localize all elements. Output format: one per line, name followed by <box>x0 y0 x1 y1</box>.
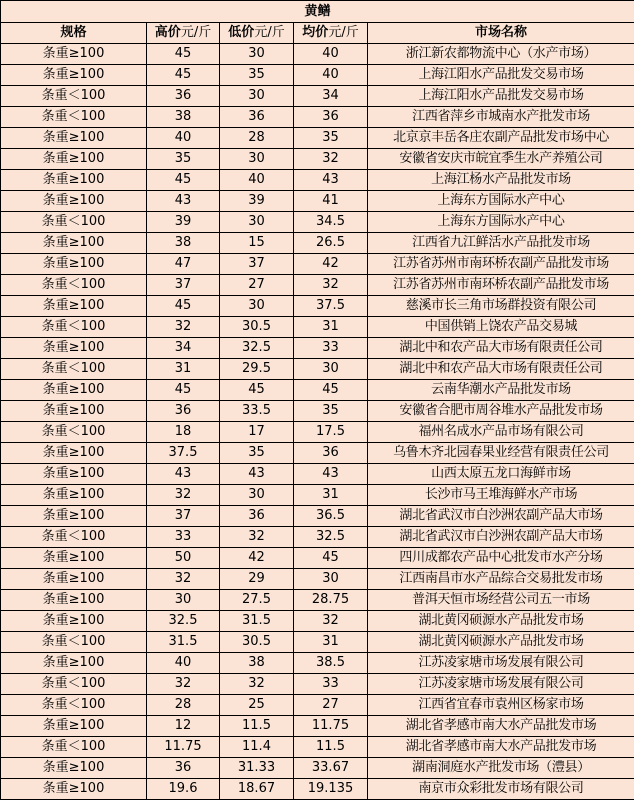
cell-avg: 45 <box>294 380 368 401</box>
cell-high: 34 <box>147 338 220 359</box>
cell-market: 江西省萍乡市城南水产批发市场 <box>368 107 634 128</box>
cell-high: 32 <box>147 569 220 590</box>
cell-avg: 32 <box>294 611 368 632</box>
cell-market: 江苏省苏州市南环桥农副产品批发市场 <box>368 275 634 296</box>
cell-market: 湖北中和农产品大市场有限责任公司 <box>368 338 634 359</box>
cell-avg: 41 <box>294 191 368 212</box>
header-unit: 元/斤 <box>254 25 284 40</box>
cell-avg: 32.5 <box>294 527 368 548</box>
cell-high: 32 <box>147 317 220 338</box>
cell-market: 安徽省安庆市皖宜季生水产养殖公司 <box>368 149 634 170</box>
table-row <box>1 107 634 128</box>
cell-spec: 条重≥100 <box>1 149 147 170</box>
cell-market: 乌鲁木齐北园春果业经营有限责任公司 <box>368 443 634 464</box>
cell-spec: 条重≥100 <box>1 485 147 506</box>
table-row <box>1 86 634 107</box>
cell-spec: 条重＜100 <box>1 359 147 380</box>
table-row <box>1 65 634 86</box>
cell-high: 32.5 <box>147 611 220 632</box>
cell-spec: 条重＜100 <box>1 107 147 128</box>
table-row <box>1 296 634 317</box>
cell-low: 30.5 <box>220 632 294 653</box>
cell-market: 湖北黄冈硕源水产品批发市场 <box>368 632 634 653</box>
cell-high: 45 <box>147 380 220 401</box>
cell-spec: 条重≥100 <box>1 401 147 422</box>
cell-market: 浙江新农都物流中心（水产市场） <box>368 44 634 65</box>
cell-low: 30 <box>220 212 294 233</box>
cell-low: 28 <box>220 128 294 149</box>
cell-high: 39 <box>147 212 220 233</box>
cell-market: 湖南洞庭水产批发市场（澧县） <box>368 758 634 779</box>
cell-spec: 条重＜100 <box>1 422 147 443</box>
cell-avg: 36.5 <box>294 506 368 527</box>
cell-low: 30.5 <box>220 317 294 338</box>
cell-avg: 27 <box>294 695 368 716</box>
cell-high: 36 <box>147 86 220 107</box>
cell-avg: 40 <box>294 65 368 86</box>
table-title: 黄鳝 <box>1 1 634 23</box>
cell-spec: 条重≥100 <box>1 254 147 275</box>
cell-avg: 33.67 <box>294 758 368 779</box>
cell-low: 17 <box>220 422 294 443</box>
cell-market: 云南华潮水产品批发市场 <box>368 380 634 401</box>
cell-low: 43 <box>220 464 294 485</box>
header-spec: 规格 <box>1 23 147 44</box>
cell-market: 山西太原五龙口海鲜市场 <box>368 464 634 485</box>
table-row <box>1 317 634 338</box>
table-row <box>1 779 634 800</box>
header-low-label: 低价 <box>228 25 254 40</box>
table-row <box>1 254 634 275</box>
cell-market: 慈溪市长三角市场群投资有限公司 <box>368 296 634 317</box>
cell-market: 上海江阳水产品批发交易市场 <box>368 86 634 107</box>
cell-market: 中国供销上饶农产品交易城 <box>368 317 634 338</box>
cell-spec: 条重≥100 <box>1 65 147 86</box>
cell-spec: 条重≥100 <box>1 233 147 254</box>
cell-low: 30 <box>220 149 294 170</box>
cell-avg: 19.135 <box>294 779 368 800</box>
header-market: 市场名称 <box>368 23 634 44</box>
cell-low: 29.5 <box>220 359 294 380</box>
cell-low: 35 <box>220 65 294 86</box>
cell-low: 42 <box>220 548 294 569</box>
cell-market: 江苏省苏州市南环桥农副产品批发市场 <box>368 254 634 275</box>
cell-high: 19.6 <box>147 779 220 800</box>
table-row <box>1 653 634 674</box>
cell-avg: 43 <box>294 464 368 485</box>
cell-spec: 条重≥100 <box>1 611 147 632</box>
cell-market: 长沙市马王堆海鲜水产市场 <box>368 485 634 506</box>
cell-low: 29 <box>220 569 294 590</box>
table-row <box>1 464 634 485</box>
cell-high: 33 <box>147 527 220 548</box>
cell-high: 32 <box>147 674 220 695</box>
table-body <box>1 1 634 800</box>
cell-market: 安徽省合肥市周谷堆水产品批发市场 <box>368 401 634 422</box>
cell-spec: 条重＜100 <box>1 86 147 107</box>
cell-low: 27.5 <box>220 590 294 611</box>
cell-spec: 条重≥100 <box>1 548 147 569</box>
cell-market: 福州名成水产品市场有限公司 <box>368 422 634 443</box>
cell-avg: 38.5 <box>294 653 368 674</box>
cell-avg: 31 <box>294 317 368 338</box>
cell-market: 江西省九江鲜活水产品批发市场 <box>368 233 634 254</box>
table-row <box>1 275 634 296</box>
header-avg-label: 均价 <box>302 25 328 40</box>
cell-avg: 33 <box>294 338 368 359</box>
table-row <box>1 359 634 380</box>
header-low <box>220 23 294 44</box>
cell-high: 37 <box>147 275 220 296</box>
cell-market: 湖北黄冈硕源水产品批发市场 <box>368 611 634 632</box>
cell-low: 31.33 <box>220 758 294 779</box>
cell-spec: 条重＜100 <box>1 275 147 296</box>
cell-spec: 条重＜100 <box>1 317 147 338</box>
table-row <box>1 737 634 758</box>
table-row <box>1 716 634 737</box>
table-row <box>1 569 634 590</box>
cell-high: 36 <box>147 758 220 779</box>
cell-spec: 条重＜100 <box>1 632 147 653</box>
cell-low: 36 <box>220 506 294 527</box>
table-row <box>1 527 634 548</box>
cell-avg: 31 <box>294 632 368 653</box>
cell-market: 上海江杨水产品批发市场 <box>368 170 634 191</box>
table-row <box>1 485 634 506</box>
cell-market: 普洱天恒市场经营公司五一市场 <box>368 590 634 611</box>
cell-low: 31.5 <box>220 611 294 632</box>
cell-market: 江西省宜春市袁州区杨家市场 <box>368 695 634 716</box>
cell-high: 47 <box>147 254 220 275</box>
cell-spec: 条重≥100 <box>1 506 147 527</box>
cell-spec: 条重＜100 <box>1 212 147 233</box>
cell-low: 30 <box>220 86 294 107</box>
cell-market: 湖北省武汉市白沙洲农副产品大市场 <box>368 506 634 527</box>
cell-high: 11.75 <box>147 737 220 758</box>
table-row <box>1 191 634 212</box>
cell-avg: 35 <box>294 401 368 422</box>
cell-avg: 45 <box>294 548 368 569</box>
cell-spec: 条重≥100 <box>1 380 147 401</box>
cell-market: 江苏凌家塘市场发展有限公司 <box>368 653 634 674</box>
header-unit: 元/斤 <box>181 25 211 40</box>
cell-spec: 条重＜100 <box>1 674 147 695</box>
cell-avg: 30 <box>294 359 368 380</box>
cell-low: 35 <box>220 443 294 464</box>
cell-avg: 33 <box>294 674 368 695</box>
cell-market: 南京市众彩批发市场有限公司 <box>368 779 634 800</box>
cell-low: 18.67 <box>220 779 294 800</box>
cell-spec: 条重≥100 <box>1 296 147 317</box>
cell-spec: 条重≥100 <box>1 653 147 674</box>
cell-low: 40 <box>220 170 294 191</box>
cell-market: 北京京丰岳各庄农副产品批发市场中心 <box>368 128 634 149</box>
cell-high: 12 <box>147 716 220 737</box>
cell-high: 35 <box>147 149 220 170</box>
table-row <box>1 590 634 611</box>
cell-high: 31.5 <box>147 632 220 653</box>
cell-low: 32 <box>220 527 294 548</box>
cell-market: 江西南昌市水产品综合交易批发市场 <box>368 569 634 590</box>
cell-high: 38 <box>147 107 220 128</box>
table-row <box>1 695 634 716</box>
cell-avg: 34.5 <box>294 212 368 233</box>
cell-spec: 条重≥100 <box>1 338 147 359</box>
cell-low: 32 <box>220 674 294 695</box>
cell-high: 38 <box>147 233 220 254</box>
cell-high: 28 <box>147 695 220 716</box>
cell-high: 43 <box>147 464 220 485</box>
cell-spec: 条重≥100 <box>1 44 147 65</box>
table-row <box>1 758 634 779</box>
table-row <box>1 422 634 443</box>
cell-spec: 条重≥100 <box>1 128 147 149</box>
cell-spec: 条重≥100 <box>1 170 147 191</box>
cell-spec: 条重≥100 <box>1 464 147 485</box>
cell-avg: 17.5 <box>294 422 368 443</box>
cell-market: 湖北省孝感市南大水产品批发市场 <box>368 737 634 758</box>
table-row <box>1 443 634 464</box>
cell-high: 32 <box>147 485 220 506</box>
cell-high: 45 <box>147 65 220 86</box>
table-row <box>1 170 634 191</box>
cell-high: 45 <box>147 296 220 317</box>
cell-high: 36 <box>147 401 220 422</box>
cell-avg: 32 <box>294 149 368 170</box>
cell-avg: 28.75 <box>294 590 368 611</box>
cell-market: 湖北省孝感市南大水产品批发市场 <box>368 716 634 737</box>
header-high-label: 高价 <box>155 25 181 40</box>
cell-spec: 条重≥100 <box>1 590 147 611</box>
cell-high: 37 <box>147 506 220 527</box>
table-row <box>1 632 634 653</box>
cell-spec: 条重≥100 <box>1 779 147 800</box>
cell-low: 11.4 <box>220 737 294 758</box>
cell-market: 上海东方国际水产中心 <box>368 191 634 212</box>
cell-high: 43 <box>147 191 220 212</box>
cell-low: 30 <box>220 485 294 506</box>
cell-high: 37.5 <box>147 443 220 464</box>
cell-avg: 35 <box>294 128 368 149</box>
cell-avg: 34 <box>294 86 368 107</box>
table-row <box>1 674 634 695</box>
header-unit: 元/斤 <box>328 25 358 40</box>
table-row <box>1 44 634 65</box>
cell-avg: 11.5 <box>294 737 368 758</box>
table-row <box>1 401 634 422</box>
cell-high: 30 <box>147 590 220 611</box>
cell-avg: 36 <box>294 107 368 128</box>
cell-spec: 条重≥100 <box>1 758 147 779</box>
cell-low: 30 <box>220 44 294 65</box>
cell-low: 36 <box>220 107 294 128</box>
cell-avg: 11.75 <box>294 716 368 737</box>
cell-low: 15 <box>220 233 294 254</box>
cell-avg: 31 <box>294 485 368 506</box>
cell-avg: 37.5 <box>294 296 368 317</box>
cell-spec: 条重＜100 <box>1 527 147 548</box>
cell-spec: 条重≥100 <box>1 191 147 212</box>
cell-spec: 条重≥100 <box>1 716 147 737</box>
cell-high: 45 <box>147 170 220 191</box>
cell-high: 31 <box>147 359 220 380</box>
cell-avg: 42 <box>294 254 368 275</box>
cell-avg: 43 <box>294 170 368 191</box>
table-row <box>1 233 634 254</box>
table-row <box>1 128 634 149</box>
cell-market: 江苏凌家塘市场发展有限公司 <box>368 674 634 695</box>
cell-high: 18 <box>147 422 220 443</box>
cell-high: 40 <box>147 653 220 674</box>
cell-high: 45 <box>147 44 220 65</box>
header-avg <box>294 23 368 44</box>
cell-market: 四川成都农产品中心批发市水产分场 <box>368 548 634 569</box>
cell-avg: 30 <box>294 569 368 590</box>
title-row <box>1 1 634 23</box>
cell-spec: 条重≥100 <box>1 443 147 464</box>
cell-low: 32.5 <box>220 338 294 359</box>
cell-low: 38 <box>220 653 294 674</box>
table-row <box>1 611 634 632</box>
cell-market: 上海江阳水产品批发交易市场 <box>368 65 634 86</box>
cell-market: 湖北中和农产品大市场有限责任公司 <box>368 359 634 380</box>
cell-avg: 40 <box>294 44 368 65</box>
cell-market: 上海东方国际水产中心 <box>368 212 634 233</box>
table-row <box>1 548 634 569</box>
cell-high: 40 <box>147 128 220 149</box>
cell-avg: 32 <box>294 275 368 296</box>
cell-low: 45 <box>220 380 294 401</box>
table-row <box>1 149 634 170</box>
cell-low: 11.5 <box>220 716 294 737</box>
cell-high: 50 <box>147 548 220 569</box>
cell-low: 27 <box>220 275 294 296</box>
cell-avg: 26.5 <box>294 233 368 254</box>
cell-spec: 条重＜100 <box>1 737 147 758</box>
table-row <box>1 380 634 401</box>
cell-low: 33.5 <box>220 401 294 422</box>
cell-low: 37 <box>220 254 294 275</box>
table-row <box>1 212 634 233</box>
table-row <box>1 338 634 359</box>
cell-spec: 条重＜100 <box>1 695 147 716</box>
header-high <box>147 23 220 44</box>
cell-low: 30 <box>220 296 294 317</box>
cell-low: 25 <box>220 695 294 716</box>
header-row <box>1 23 634 44</box>
cell-low: 39 <box>220 191 294 212</box>
cell-spec: 条重≥100 <box>1 569 147 590</box>
table-row <box>1 506 634 527</box>
cell-avg: 36 <box>294 443 368 464</box>
cell-market: 湖北省武汉市白沙洲农副产品大市场 <box>368 527 634 548</box>
